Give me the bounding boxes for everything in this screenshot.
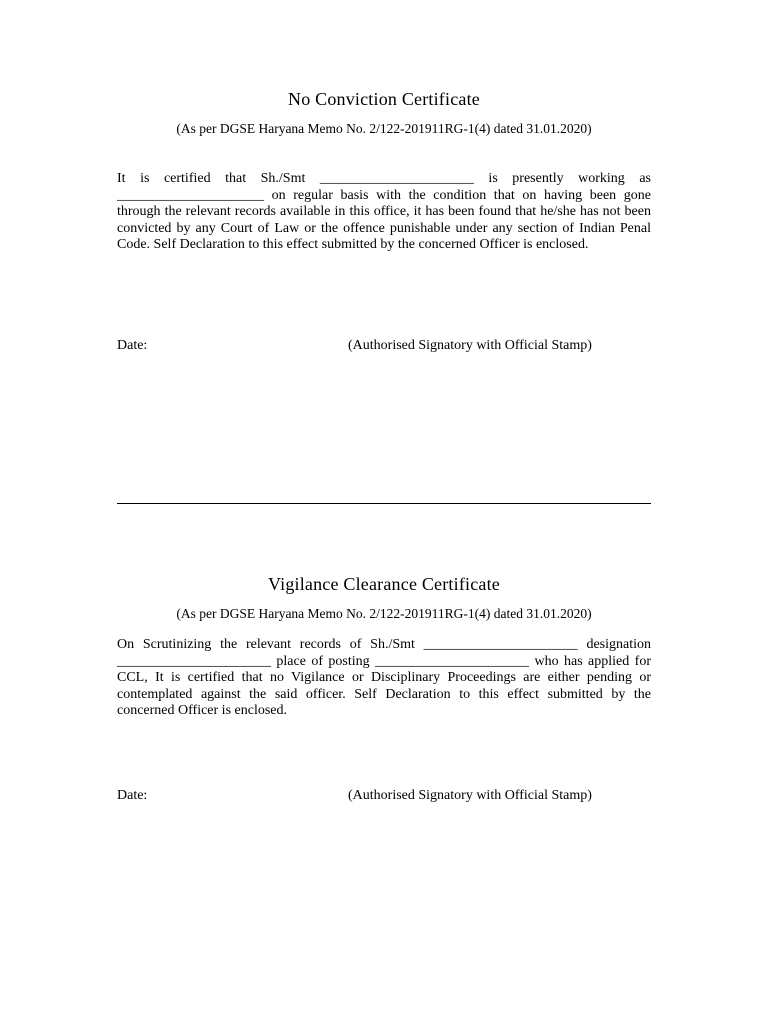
vigilance-body: On Scrutinizing the relevant records of Sh./Smt ______________________ designation ______________________ place of posting ______________________ who has applied for CCL, It is certified that no Vigilance or Disciplinary Proceedings are either pending or contemplated against the said officer. Self Declaration to this effect submitted by the concerned Officer is enclosed. [117, 637, 651, 719]
no-conviction-signature-row [117, 338, 651, 356]
vigilance-date-label: Date: [117, 788, 148, 803]
vigilance-title: Vigilance Clearance Certificate [268, 574, 500, 594]
no-conviction-subtitle: (As per DGSE Haryana Memo No. 2/122-201911RG-1(4) dated 31.01.2020) [176, 121, 592, 136]
no-conviction-title: No Conviction Certificate [288, 89, 480, 109]
vigilance-signature-row [117, 788, 651, 806]
no-conviction-signatory: (Authorised Signatory with Official Stamp) [348, 338, 592, 353]
no-conviction-date-label: Date: [117, 338, 148, 353]
vigilance-signatory: (Authorised Signatory with Official Stamp) [348, 788, 592, 803]
section-divider [117, 503, 651, 504]
vigilance-subtitle: (As per DGSE Haryana Memo No. 2/122-201911RG-1(4) dated 31.01.2020) [176, 606, 592, 621]
no-conviction-body: It is certified that Sh./Smt ______________________ is presently working as _____________________ on regular basis with the condition that on having been gone through the relevant records available in this office, it has been found that he/she has not been convicted by any Court of Law or the offence punishable under any section of Indian Penal Code. Self Declaration to this effect submitted by the concerned Officer is enclosed. [117, 171, 651, 253]
